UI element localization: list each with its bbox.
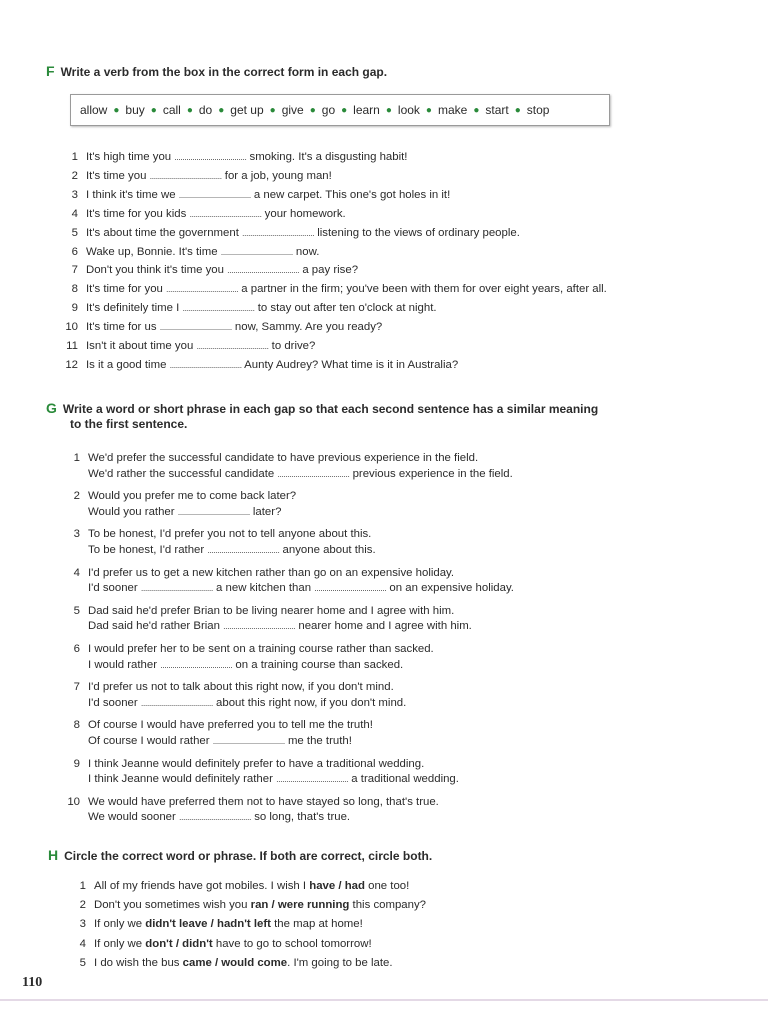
item-text: It's definitely time I (86, 302, 180, 315)
item-text: a new kitchen than (216, 582, 312, 595)
item-text: a traditional wedding. (351, 773, 459, 786)
item-text: so long, that's true. (254, 811, 351, 824)
exercise-item (58, 757, 424, 772)
exercise-item (58, 150, 407, 165)
section-g-heading-continued: to the first sentence. (70, 417, 188, 431)
item-number: 3 (71, 188, 78, 201)
box-word: do (198, 103, 213, 117)
bullet-separator: ● (385, 104, 392, 116)
exercise-item (66, 956, 393, 971)
item-text: a new carpet. This one's got holes in it! (253, 188, 451, 201)
item-text: Wake up, Bonnie. It's time (86, 245, 218, 258)
item-text: We'd rather the successful candidate (88, 467, 275, 480)
exercise-item (58, 527, 371, 542)
item-text: It's time you (86, 169, 147, 182)
exercise-item (58, 169, 332, 184)
item-text: previous experience in the field. (352, 467, 513, 480)
exercise-item (58, 282, 607, 297)
item-text: listening to the views of ordinary people. (317, 226, 520, 239)
item-number: 3 (79, 918, 86, 931)
item-text: smoking. It's a disgusting habit! (249, 151, 408, 163)
answer-gap[interactable]: .................................... (178, 189, 251, 200)
item-text: to stay out after ten o'clock at night. (257, 302, 437, 315)
item-text: about this right now, if you don't mind. (216, 696, 407, 709)
item-text: I would rather (88, 658, 158, 671)
choice-options[interactable]: came / would come (182, 956, 288, 969)
item-number: 2 (79, 899, 86, 912)
item-text: Is it a good time (86, 358, 167, 371)
box-word: make (437, 103, 468, 117)
answer-gap[interactable]: .................................... (314, 583, 387, 594)
rewrite-sentence (88, 581, 514, 596)
answer-gap[interactable]: .................................... (140, 697, 213, 708)
bullet-separator: ● (269, 104, 276, 116)
item-text: I'd sooner (88, 696, 138, 709)
exercise-item (58, 339, 315, 354)
box-word: start (485, 103, 509, 117)
box-word: stop (526, 103, 550, 117)
item-text: on a training course than sacked. (235, 658, 404, 671)
item-text: Of course I would rather (88, 734, 210, 747)
item-text: It's high time you (86, 151, 172, 163)
exercise-item (58, 207, 346, 222)
item-text: now, Sammy. Are you ready? (234, 321, 383, 334)
rewrite-sentence (88, 505, 281, 520)
answer-gap[interactable]: .................................... (196, 341, 269, 351)
item-number: 5 (79, 956, 86, 969)
section-h-heading (48, 847, 432, 863)
original-sentence: We'd prefer the successful candidate to have previous experience in the field. (88, 452, 479, 464)
rewrite-sentence (88, 810, 350, 825)
answer-gap[interactable]: .................................... (212, 735, 285, 746)
section-g-heading (46, 400, 598, 416)
original-sentence: Of course I would have preferred you to tell me the truth! (88, 719, 373, 732)
bottom-divider (0, 999, 768, 1001)
bullet-separator: ● (150, 104, 157, 116)
item-text: It's time for us (86, 321, 157, 334)
item-text: I think it's time we (86, 188, 176, 201)
section-letter: G (46, 400, 57, 416)
item-number: 2 (71, 169, 78, 182)
item-number: 7 (73, 681, 80, 694)
answer-gap[interactable]: .................................... (223, 621, 296, 632)
exercise-item (66, 898, 426, 913)
answer-gap[interactable]: .................................... (277, 468, 350, 479)
original-sentence: I'd prefer us to get a new kitchen rather than go on an expensive holiday. (88, 566, 455, 579)
section-instruction: Write a word or short phrase in each gap so that each second sentence has a similar meaning (62, 402, 599, 416)
exercise-item (58, 642, 434, 657)
section-instruction: Write a verb from the box in the correct form in each gap. (60, 65, 388, 79)
choice-options[interactable]: ran / were running (250, 899, 350, 912)
item-text: a partner in the firm; you've been with them for over eight years, after all. (241, 283, 607, 296)
item-text: to drive? (271, 340, 316, 352)
answer-gap[interactable]: .................................... (140, 583, 213, 594)
choice-options[interactable]: didn't leave / hadn't left (145, 918, 271, 931)
answer-gap[interactable]: .................................... (207, 544, 280, 555)
answer-gap[interactable]: .................................... (169, 359, 242, 370)
item-text: one too! (364, 880, 410, 892)
item-number: 5 (71, 226, 78, 239)
item-text: Aunty Audrey? What time is it in Australia? (244, 358, 459, 371)
item-text: for a job, young man! (224, 169, 332, 182)
item-text: have to go to school tomorrow! (212, 937, 372, 950)
box-word: learn (353, 103, 380, 117)
item-number: 11 (66, 340, 78, 352)
item-number: 2 (73, 490, 80, 503)
rewrite-sentence (88, 734, 352, 749)
rewrite-sentence (88, 772, 459, 787)
choice-options[interactable]: have / had (309, 880, 365, 892)
item-text: Isn't it about time you (86, 340, 194, 352)
item-number: 4 (71, 207, 78, 220)
item-text: a pay rise? (302, 264, 359, 277)
item-text: It's time for you kids (86, 207, 187, 220)
exercise-item (66, 937, 372, 952)
item-number: 4 (73, 566, 80, 579)
exercise-item (58, 604, 454, 619)
exercise-item (58, 245, 319, 260)
rewrite-sentence (88, 696, 406, 711)
exercise-item (66, 879, 409, 894)
item-number: 3 (73, 528, 80, 541)
answer-gap[interactable]: .................................... (174, 152, 247, 162)
rewrite-sentence (88, 658, 403, 673)
item-text: If only we (94, 937, 146, 950)
box-word: go (321, 103, 336, 117)
exercise-item (58, 718, 373, 733)
bullet-separator: ● (309, 104, 316, 116)
item-text: All of my friends have got mobiles. I wish I (94, 880, 310, 892)
exercise-item (58, 451, 478, 466)
answer-gap[interactable]: .................................... (220, 246, 293, 257)
item-number: 6 (71, 245, 78, 258)
item-number: 8 (71, 283, 78, 296)
exercise-item (58, 188, 450, 203)
exercise-item (58, 566, 454, 581)
bullet-separator: ● (218, 104, 225, 116)
item-number: 6 (73, 643, 80, 655)
item-text: me the truth! (287, 734, 352, 747)
exercise-item (58, 226, 520, 241)
exercise-item (58, 795, 439, 810)
exercise-item (58, 489, 296, 504)
exercise-item (58, 320, 382, 335)
bullet-separator: ● (341, 104, 348, 116)
box-word: call (162, 103, 181, 117)
answer-gap[interactable]: .................................... (149, 170, 222, 181)
rewrite-sentence (88, 543, 376, 558)
bullet-separator: ● (113, 104, 120, 116)
section-letter: F (46, 63, 55, 79)
bullet-separator: ● (514, 104, 521, 116)
item-number: 5 (73, 604, 80, 617)
original-sentence: Dad said he'd prefer Brian to be living nearer home and I agree with him. (88, 604, 455, 617)
item-text: I do wish the bus (94, 956, 183, 969)
item-number: 10 (67, 795, 80, 808)
item-text: this company? (349, 899, 426, 912)
answer-gap[interactable]: .................................... (189, 208, 262, 219)
item-text: Dad said he'd rather Brian (88, 620, 220, 633)
original-sentence: Would you prefer me to come back later? (88, 490, 297, 503)
item-text: Don't you sometimes wish you (94, 899, 251, 912)
item-number: 9 (71, 302, 78, 315)
bullet-separator: ● (186, 104, 193, 116)
original-sentence: I think Jeanne would definitely prefer to have a traditional wedding. (88, 757, 425, 770)
box-word: allow (80, 103, 108, 117)
item-number: 12 (65, 358, 78, 371)
answer-gap[interactable]: .................................... (166, 284, 239, 295)
section-f-heading (46, 63, 387, 79)
item-text: later? (252, 505, 282, 518)
bullet-separator: ● (425, 104, 432, 116)
answer-gap[interactable]: .................................... (159, 322, 232, 333)
item-number: 9 (73, 757, 80, 770)
item-text: Would you rather (88, 505, 175, 518)
item-text: We would sooner (88, 811, 176, 824)
item-number: 4 (79, 937, 86, 950)
page-number: 110 (22, 975, 43, 990)
box-word: look (397, 103, 420, 117)
item-text: Don't you think it's time you (86, 264, 224, 277)
item-text: If only we (94, 918, 146, 931)
choice-options[interactable]: don't / didn't (145, 937, 213, 950)
exercise-item (66, 917, 363, 932)
answer-gap[interactable]: .................................... (242, 227, 315, 238)
item-text: I'd sooner (88, 582, 138, 595)
answer-gap[interactable]: .................................... (227, 265, 300, 276)
item-text: I think Jeanne would definitely rather (88, 773, 273, 786)
item-number: 1 (73, 452, 80, 464)
box-word: buy (125, 103, 145, 117)
item-text: the map at home! (270, 918, 363, 931)
original-sentence: I would prefer her to be sent on a training course rather than sacked. (88, 643, 434, 655)
answer-gap[interactable]: .................................... (276, 774, 349, 785)
item-text: To be honest, I'd rather (88, 543, 205, 556)
bullet-separator: ● (473, 104, 480, 116)
rewrite-sentence (88, 467, 513, 482)
item-text: nearer home and I agree with him. (298, 620, 472, 633)
item-text: It's time for you (86, 283, 163, 296)
answer-gap[interactable]: .................................... (160, 659, 233, 670)
item-text: your homework. (264, 207, 346, 220)
section-instruction: Circle the correct word or phrase. If both are correct, circle both. (64, 849, 433, 863)
item-number: 10 (65, 321, 78, 334)
answer-gap[interactable]: .................................... (178, 812, 252, 823)
word-box (70, 94, 610, 126)
item-number: 7 (71, 264, 78, 277)
answer-gap[interactable]: .................................... (177, 506, 250, 517)
item-text: now. (295, 245, 320, 258)
box-word: give (281, 103, 304, 117)
item-number: 8 (73, 719, 80, 732)
exercise-item (58, 263, 358, 278)
exercise-item (58, 680, 394, 695)
section-letter: H (48, 847, 59, 863)
original-sentence: We would have preferred them not to have stayed so long, that's true. (88, 795, 439, 808)
rewrite-sentence (88, 619, 472, 634)
item-text: anyone about this. (282, 543, 376, 556)
item-number: 1 (71, 151, 78, 163)
original-sentence: I'd prefer us not to talk about this right now, if you don't mind. (88, 681, 394, 694)
item-number: 1 (79, 880, 86, 892)
item-text: on an expensive holiday. (389, 582, 514, 595)
exercise-item (58, 301, 437, 316)
item-text: . I'm going to be late. (287, 956, 393, 969)
box-word: get up (230, 103, 264, 117)
exercise-item (58, 358, 458, 373)
original-sentence: To be honest, I'd prefer you not to tell anyone about this. (88, 528, 372, 541)
item-text: It's about time the government (86, 226, 239, 239)
answer-gap[interactable]: .................................... (182, 303, 255, 314)
